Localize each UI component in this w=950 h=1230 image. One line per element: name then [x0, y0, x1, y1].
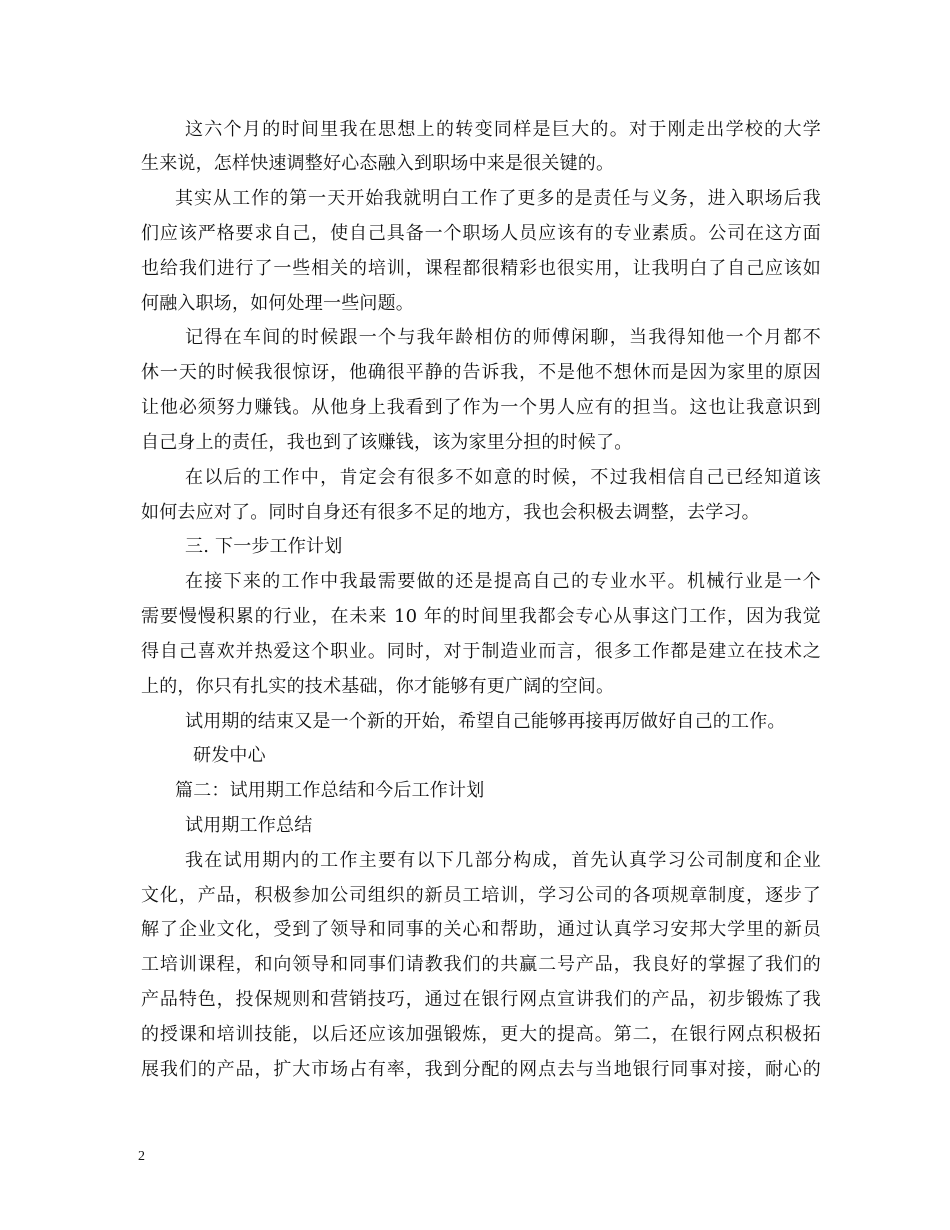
text-line: 休一天的时候我很惊讶，他确很平静的告诉我，不是他不想休而是因为家里的原因	[141, 362, 821, 383]
text-line: 在以后的工作中，肯定会有很多不如意的时候，不过我相信自己已经知道该	[185, 467, 821, 488]
page-number: 2	[138, 1149, 145, 1164]
article-title: 篇二：试用期工作总结和今后工作计划	[175, 780, 485, 801]
text-line: 在接下来的工作中我最需要做的还是提高自己的专业水平。机械行业是一个	[185, 571, 821, 592]
text-line: 记得在车间的时候跟一个与我年龄相仿的师傅闲聊，当我得知他一个月都不	[185, 327, 821, 348]
text-line: 工培训课程，和向领导和同事们请教我们的共赢二号产品，我良好的掌握了我们的	[141, 954, 821, 975]
text-line: 文化，产品，积极参加公司组织的新员工培训，学习公司的各项规章制度，逐步了	[141, 885, 821, 906]
text-line: 上的，你只有扎实的技术基础，你才能够有更广阔的空间。	[141, 676, 615, 697]
section-heading: 三. 下一步工作计划	[185, 536, 343, 557]
text-line: 得自己喜欢并热爱这个职业。同时，对于制造业而言，很多工作都是建立在技术之	[141, 641, 821, 662]
text-line: 我在试用期内的工作主要有以下几部分构成，首先认真学习公司制度和企业	[185, 850, 821, 871]
text-line: 生来说，怎样快速调整好心态融入到职场中来是很关键的。	[141, 153, 615, 174]
text-line: 如何去应对了。同时自身还有很多不足的地方，我也会积极去调整，去学习。	[141, 502, 760, 523]
text-line: 产品特色，投保规则和营销技巧，通过在银行网点宣讲我们的产品，初步锻炼了我	[141, 989, 821, 1010]
text-line: 的授课和培训技能，以后还应该加强锻炼，更大的提高。第二，在银行网点积极拓	[141, 1024, 821, 1045]
text-line: 何融入职场，如何处理一些问题。	[141, 293, 414, 314]
text-line: 自己身上的责任，我也到了该赚钱，该为家里分担的时候了。	[141, 432, 633, 453]
subheading: 试用期工作总结	[185, 815, 313, 836]
text-line: 也给我们进行了一些相关的培训，课程都很精彩也很实用，让我明白了自己应该如	[141, 258, 821, 279]
text-line: 解了企业文化，受到了领导和同事的关心和帮助，通过认真学习安邦大学里的新员	[141, 919, 821, 940]
text-line: 们应该严格要求自己，使自己具备一个职场人员应该有的专业素质。公司在这方面	[141, 223, 821, 244]
text-line: 展我们的产品，扩大市场占有率，我到分配的网点去与当地银行同事对接，耐心的	[141, 1059, 821, 1080]
text-line: 需要慢慢积累的行业，在未来 10 年的时间里我都会专心从事这门工作，因为我觉	[141, 606, 821, 627]
text-line: 其实从工作的第一天开始我就明白工作了更多的是责任与义务，进入职场后我	[175, 188, 821, 209]
text-line: 试用期的结束又是一个新的开始，希望自己能够再接再厉做好自己的工作。	[185, 711, 786, 732]
text-line: 这六个月的时间里我在思想上的转变同样是巨大的。对于刚走出学校的大学	[185, 119, 821, 140]
text-line: 让他必须努力赚钱。从他身上我看到了作为一个男人应有的担当。这也让我意识到	[141, 397, 821, 418]
signature-line: 研发中心	[193, 745, 266, 766]
